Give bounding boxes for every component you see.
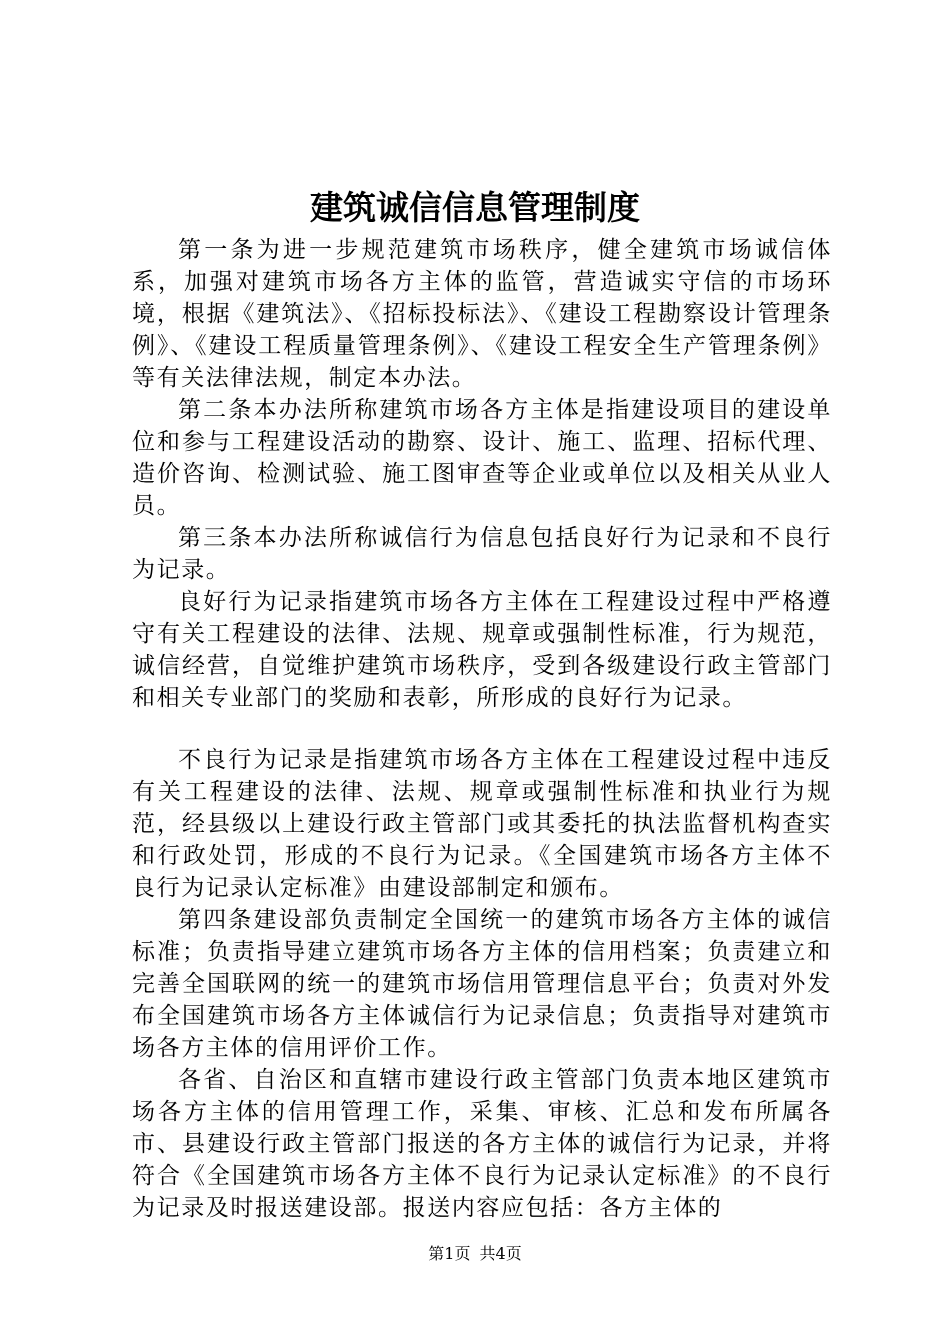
paragraph-good-record: 良好行为记录指建筑市场各方主体在工程建设过程中严格遵守有关工程建设的法律、法规、规章或强制性标准，行为规范，诚信经营，自觉维护建筑市场秩序，受到各级建设行政主管部门和相关专业部门的奖励和表彰，所形成的良好行为记录。 — [132, 589, 832, 711]
document-title: 建筑诚信信息管理制度 — [310, 188, 640, 227]
paragraph-provincial-duties: 各省、自治区和直辖市建设行政主管部门负责本地区建筑市场各方主体的信用管理工作，采集、审核、汇总和发布所属各市、县建设行政主管部门报送的各方主体的诚信行为记录，并将符合《全国建筑市场各方主体不良行为记录认定标准》的不良行为记录及时报送建设部。报送内容应包括：各方主体的 — [132, 1067, 832, 1221]
page-number: 第1页 — [428, 1244, 471, 1263]
page-footer — [0, 1242, 950, 1266]
paragraph-article-3: 第三条本办法所称诚信行为信息包括良好行为记录和不良行为记录。 — [132, 525, 832, 583]
paragraph-article-1: 第一条为进一步规范建筑市场秩序，健全建筑市场诚信体系，加强对建筑市场各方主体的监管，营造诚实守信的市场环境，根据《建筑法》、《招标投标法》、《建设工程勘察设计管理条例》、《建设工程质量管理条例》、《建设工程安全生产管理条例》等有关法律法规，制定本办法。 — [132, 237, 832, 391]
paragraph-bad-record: 不良行为记录是指建筑市场各方主体在工程建设过程中违反有关工程建设的法律、法规、规章或强制性标准和执业行为规范，经县级以上建设行政主管部门或其委托的执法监督机构查实和行政处罚，形成的不良行为记录。《全国建筑市场各方主体不良行为记录认定标准》由建设部制定和颁布。 — [132, 747, 832, 901]
paragraph-article-2: 第二条本办法所称建筑市场各方主体是指建设项目的建设单位和参与工程建设活动的勘察、设计、施工、监理、招标代理、造价咨询、检测试验、施工图审查等企业或单位以及相关从业人员。 — [132, 397, 832, 519]
page-total: 共4页 — [479, 1244, 522, 1263]
document-body — [132, 234, 832, 1224]
paragraph-article-4: 第四条建设部负责制定全国统一的建筑市场各方主体的诚信标准；负责指导建立建筑市场各方主体的信用档案；负责建立和完善全国联网的统一的建筑市场信用管理信息平台；负责对外发布全国建筑市场各方主体诚信行为记录信息；负责指导对建筑市场各方主体的信用评价工作。 — [132, 907, 832, 1061]
